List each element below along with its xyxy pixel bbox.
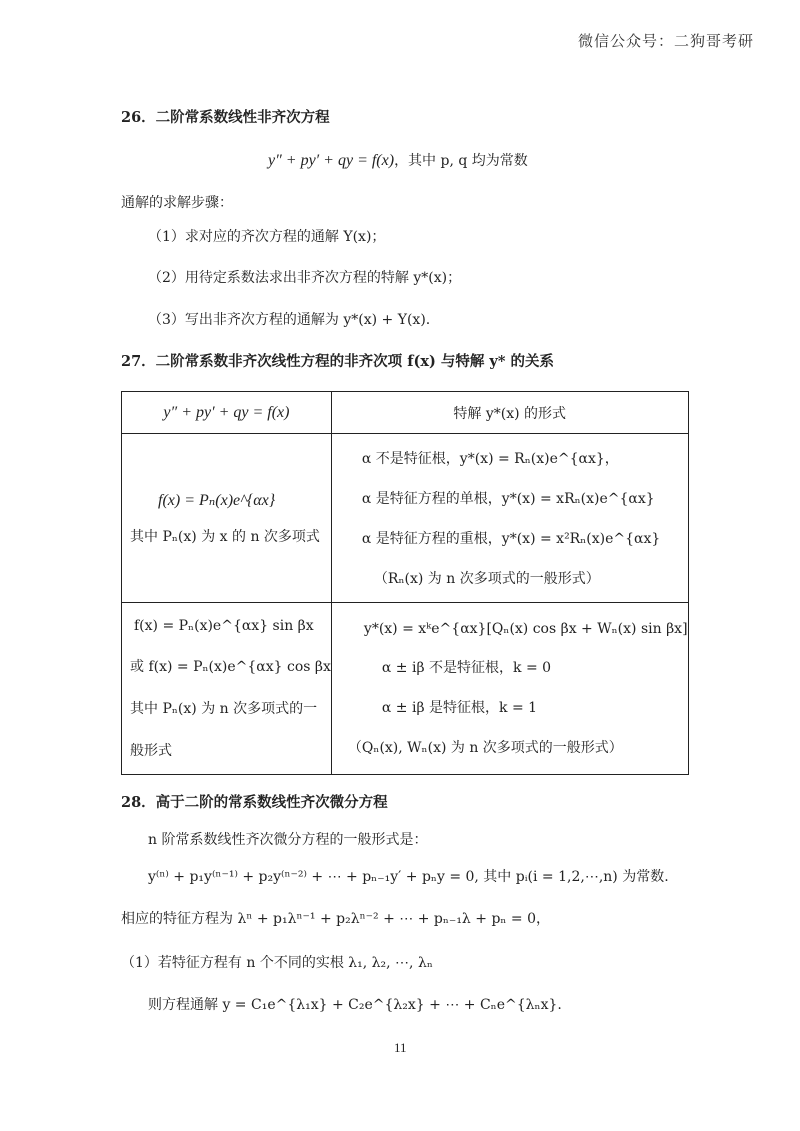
table-row — [122, 434, 689, 603]
section-27-title: 27．二阶常系数非齐次线性方程的非齐次项 f(x) 与特解 y* 的关系 — [121, 353, 554, 370]
row1-left-line: 其中 Pₙ(x) 为 x 的 n 次多项式 — [130, 529, 320, 545]
header-right-text: 特解 y*(x) 的形式 — [453, 405, 567, 422]
sec28-line-4: （1）若特征方程有 n 个不同的实根 λ₁, λ₂, ⋯, λₙ — [121, 955, 433, 971]
sec26-equation: y″ + py′ + qy = f(x) — [268, 152, 395, 169]
sec28-line-2: y⁽ⁿ⁾ + p₁y⁽ⁿ⁻¹⁾ + p₂y⁽ⁿ⁻²⁾ + ⋯ + pₙ₋₁y′ + pₙy = 0, 其中 pᵢ(i = 1,2,⋯,n) 为常数. — [148, 869, 669, 885]
row1-right-cell — [331, 434, 688, 603]
row2-right-cell — [331, 603, 688, 775]
row1-right-line: （Rₙ(x) 为 n 次多项式的一般形式） — [373, 571, 600, 587]
sec26-equation-note: ，其中 p, q 均为常数 — [394, 153, 528, 169]
watermark: 微信公众号：二狗哥考研 — [577, 32, 754, 50]
header-left-text: y″ + py′ + qy = f(x) — [163, 403, 290, 421]
table-row — [122, 603, 689, 775]
row2-right-line: （Qₙ(x), Wₙ(x) 为 n 次多项式的一般形式） — [347, 739, 623, 756]
step-1: （1）求对应的齐次方程的通解 Y(x)； — [148, 229, 386, 245]
row1-left-line: f(x) = Pₙ(x)e^{αx} — [158, 492, 276, 509]
row2-left-line: 其中 Pₙ(x) 为 n 次多项式的一 — [130, 700, 318, 717]
sec28-line-3: 相应的特征方程为 λⁿ + p₁λⁿ⁻¹ + p₂λⁿ⁻² + ⋯ + pₙ₋₁λ + pₙ = 0， — [121, 911, 550, 927]
sec26-equation-line — [268, 150, 528, 170]
table-header-row — [122, 392, 689, 434]
row2-right-line: y*(x) = xᵏe^{αx}[Qₙ(x) cos βx + Wₙ(x) sin βx] — [363, 620, 688, 637]
row2-right-line: α ± iβ 不是特征根，k = 0 — [381, 659, 552, 676]
row1-right-line: α 是特征方程的单根，y*(x) = xRₙ(x)e^{αx} — [361, 491, 655, 507]
row1-left-cell — [122, 434, 332, 603]
sec28-line-1: n 阶常系数线性齐次微分方程的一般形式是： — [148, 832, 428, 848]
section-28-title: 28．高于二阶的常系数线性齐次微分方程 — [121, 794, 388, 811]
row2-left-cell — [122, 603, 332, 775]
step-2: （2）用待定系数法求出非齐次方程的特解 y*(x)； — [148, 270, 462, 286]
table-header-right — [331, 392, 688, 434]
sec28-line-5: 则方程通解 y = C₁e^{λ₁x} + C₂e^{λ₂x} + ⋯ + Cₙe^{λₙx}. — [148, 997, 562, 1013]
section-26-title: 26．二阶常系数线性非齐次方程 — [121, 109, 330, 126]
row2-left-line: 或 f(x) = Pₙ(x)e^{αx} cos βx — [130, 658, 331, 675]
row2-right-line: α ± iβ 是特征根，k = 1 — [381, 699, 538, 716]
steps-intro: 通解的求解步骤： — [121, 195, 233, 211]
table-header-left — [122, 392, 332, 434]
row2-left-line: 般形式 — [130, 742, 172, 759]
page-number: 11 — [394, 1040, 407, 1055]
row1-right-line: α 不是特征根，y*(x) = Rₙ(x)e^{αx}， — [361, 451, 619, 467]
row2-left-line: f(x) = Pₙ(x)e^{αx} sin βx — [134, 617, 314, 634]
relation-table — [121, 391, 689, 775]
step-3: （3）写出非齐次方程的通解为 y*(x) + Y(x). — [148, 312, 431, 328]
row1-right-line: α 是特征方程的重根，y*(x) = x²Rₙ(x)e^{αx} — [361, 531, 661, 547]
